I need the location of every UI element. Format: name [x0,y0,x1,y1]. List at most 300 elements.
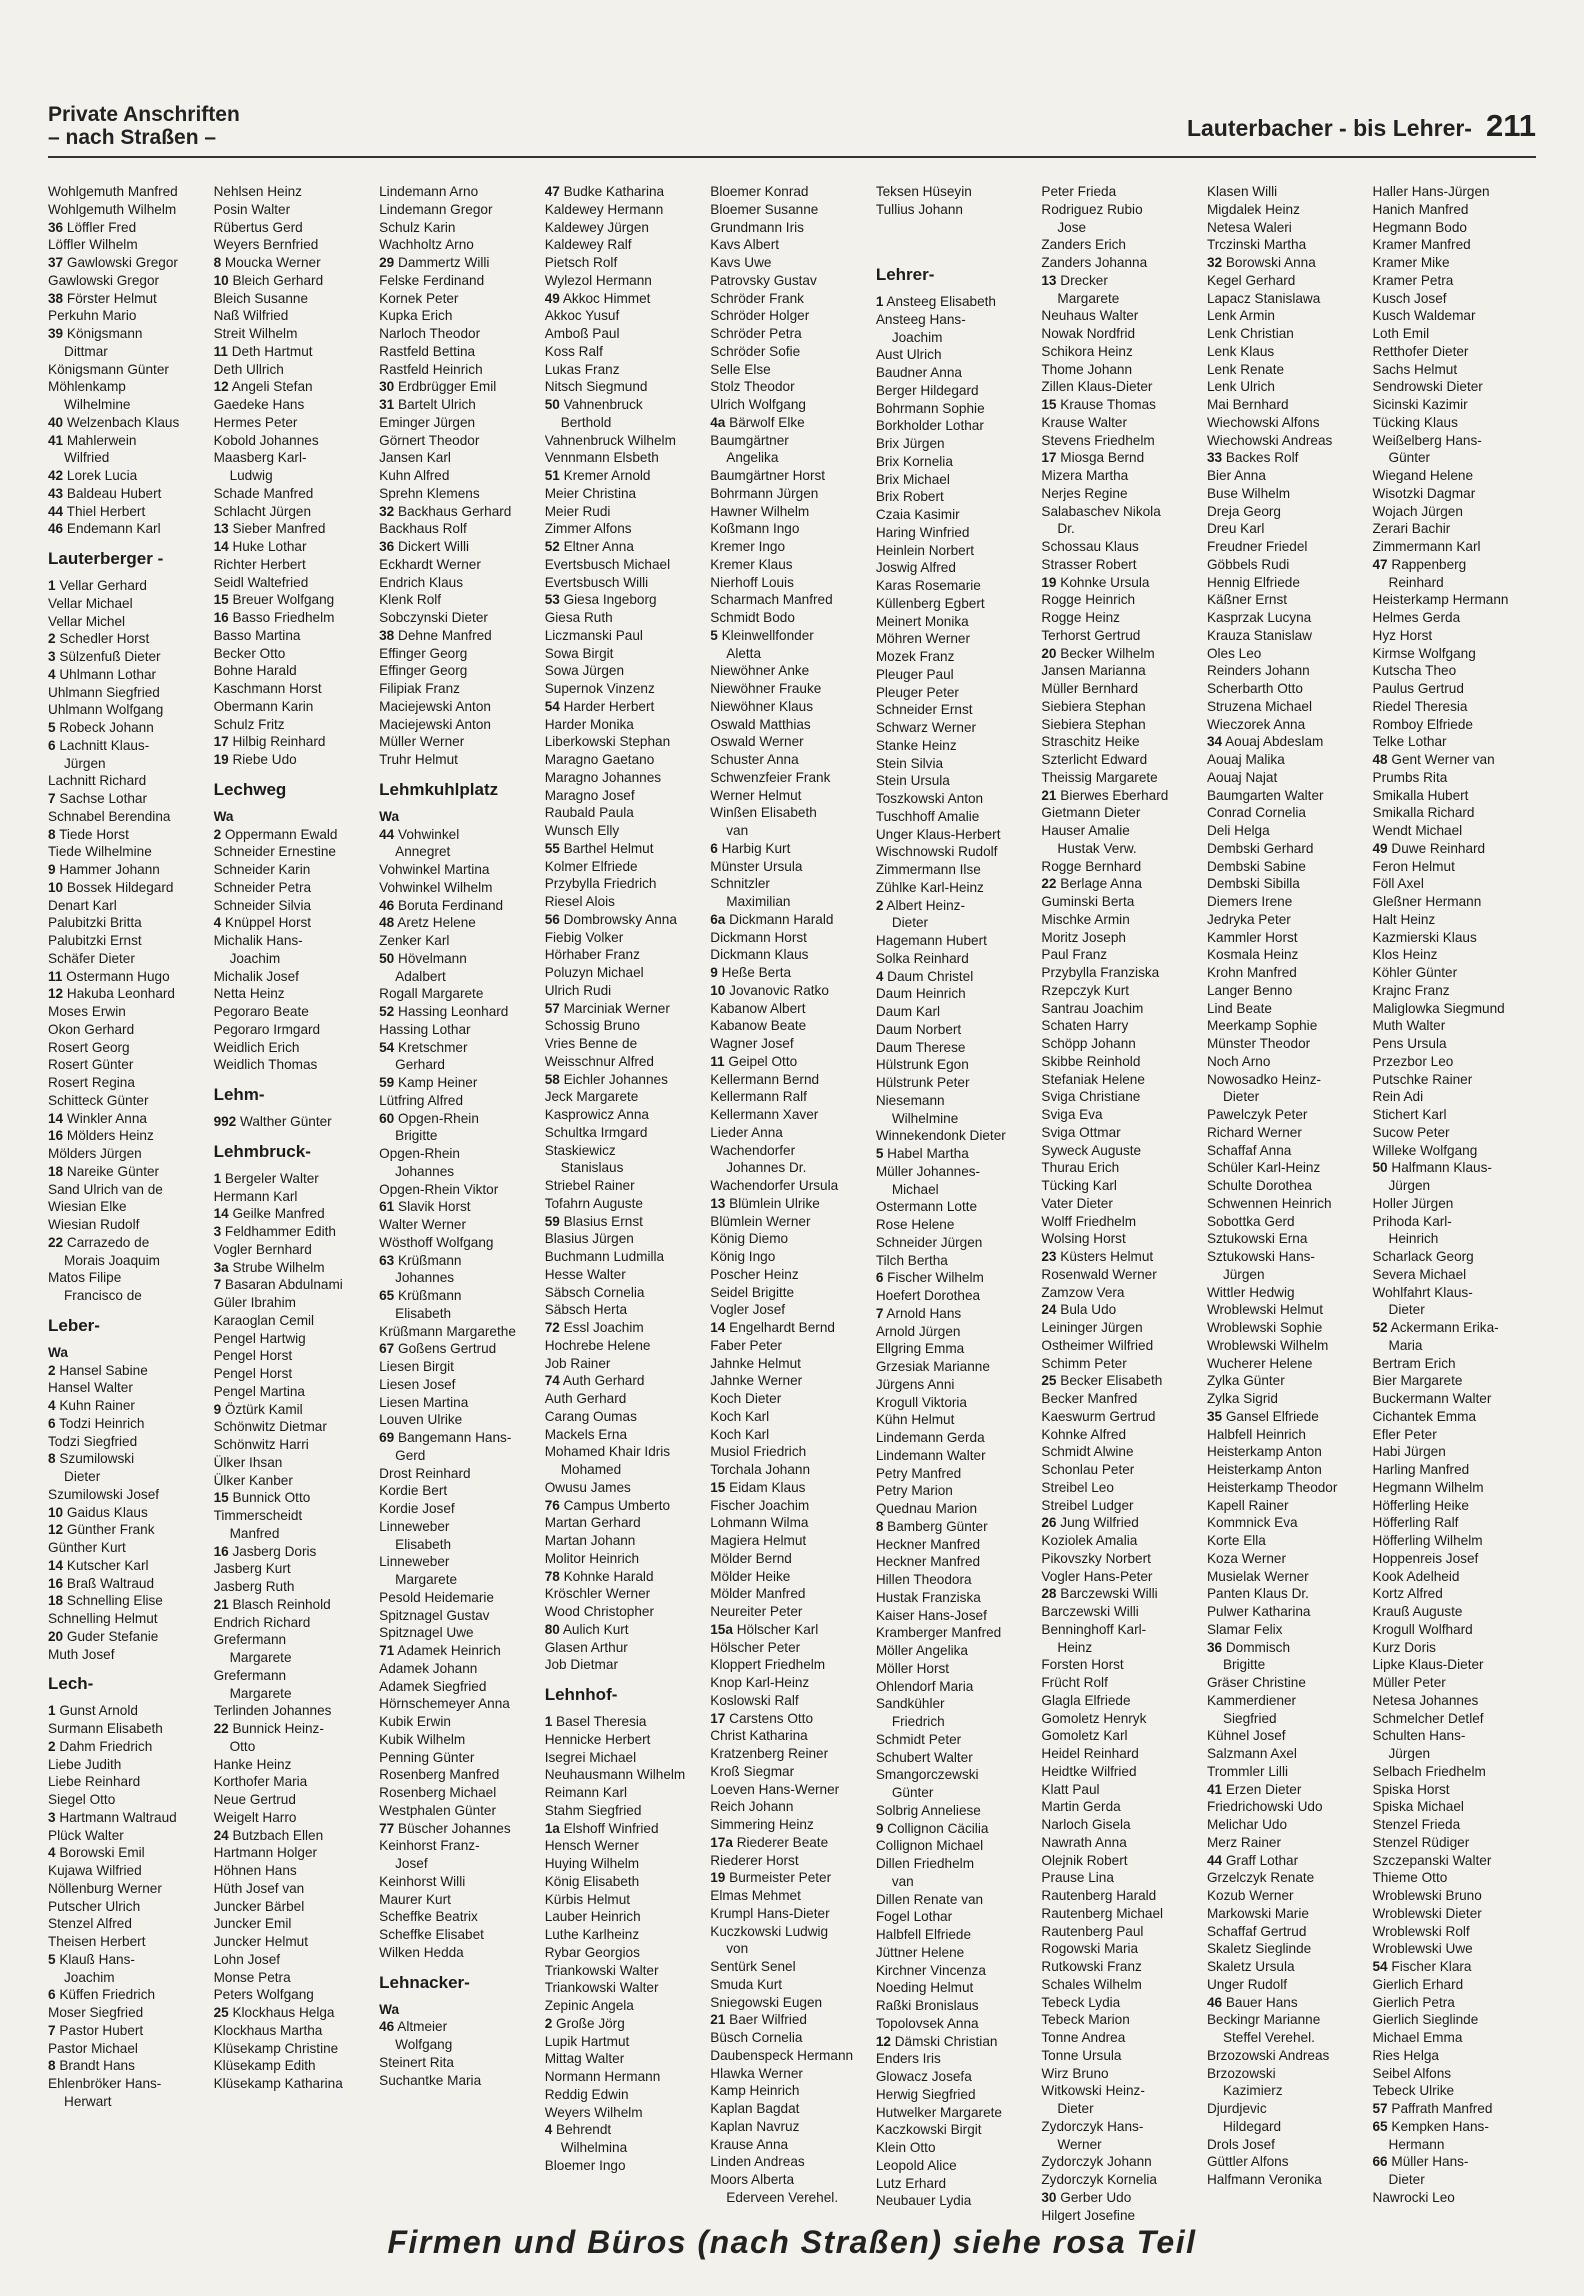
house-number: 43 [48,485,64,501]
resident-entry: Auth Gerhard [544,1391,627,1406]
resident-entry: Nowosadko Heinz- [1206,1071,1322,1087]
resident-entry: 54 Fischer Klara [1372,1959,1472,1974]
resident-entry: Rastfeld Heinrich [379,361,483,377]
resident-entry: 25 Klockhaus Helga [213,2005,335,2020]
resident-entry: Gräser Christine [1206,1675,1306,1690]
resident-entry: Ehlenbröker Hans- [48,2076,162,2091]
resident-entry: Poluzyn Michael [544,965,644,980]
resident-entry: Meinert Monika [875,613,969,629]
resident-entry: 12 Günther Frank [48,1522,155,1538]
house-number: 15 [213,1490,229,1506]
entry-continuation: Angelika [726,450,779,466]
house-number: 10 [48,1504,64,1520]
resident-entry: Maciejewski Anton [379,698,491,714]
resident-entry: Weißelberg Hans- [1372,432,1482,448]
house-number: 21 [710,2012,726,2028]
house-number: 4 [544,2122,553,2138]
resident-entry: 9 Heße Berta [710,965,792,980]
resident-entry: Stenzel Rüdiger [1372,1834,1470,1850]
resident-entry: Sachs Helmut [1372,361,1458,377]
resident-entry: 1 Ansteeg Elisabeth [875,294,996,309]
resident-entry: Lutz Erhard [875,2175,947,2191]
resident-entry: 4 Knüppel Horst [213,915,312,931]
resident-entry: 48 Aretz Helene [379,915,476,931]
resident-entry: 19 Kohnke Ursula [1041,574,1150,590]
resident-entry: Kubik Erwin [379,1714,451,1729]
resident-entry: 7 Arnold Hans [875,1305,962,1321]
resident-entry: 8 Brandt Hans [48,2058,135,2074]
entry-continuation: Johannes [395,1163,455,1179]
resident-entry: 16 Mölders Heinz [48,1128,154,1144]
resident-entry: Poscher Heinz [710,1266,799,1282]
header-left-line1: Private Anschriften [48,103,240,126]
resident-entry: 65 Krüßmann [379,1288,462,1303]
resident-entry: Reimann Karl [544,1785,628,1800]
resident-entry: Luthe Karlheinz [544,1927,640,1942]
resident-entry: Büsch Cornelia [710,2030,803,2045]
street-heading: Lech- [48,1674,94,1694]
resident-entry: 14 Engelhardt Bernd [710,1320,835,1335]
resident-entry: Przybylla Friedrich [544,876,657,892]
resident-entry: Klüsekamp Christine [213,2040,339,2056]
resident-entry: 80 Aulich Kurt [544,1621,629,1637]
resident-entry: Loth Emil [1372,326,1430,341]
resident-entry: Muth Walter [1372,1018,1446,1034]
resident-entry: Wolsing Horst [1041,1231,1126,1247]
resident-entry: Koch Karl [710,1426,770,1442]
resident-entry: Noeding Helmut [875,1980,974,1996]
resident-entry: Zerari Bachir [1372,521,1451,537]
resident-entry: Brix Michael [875,471,950,487]
resident-entry: Skaletz Ursula [1206,1959,1295,1974]
resident-entry: Jansen Karl [379,450,451,466]
resident-entry: Korthofer Maria [213,1774,308,1790]
resident-entry: Tiede Wilhelmine [48,844,152,860]
resident-entry: Rybar Georgios [544,1944,640,1960]
resident-entry: 44 Graff Lothar [1206,1852,1299,1868]
resident-entry: 22 Carrazedo de [48,1234,150,1250]
resident-entry: Krauß Auguste [1372,1604,1463,1619]
house-number: 41 [48,432,64,448]
resident-entry: Reddig Edwin [544,2086,629,2102]
resident-entry: 14 Kutscher Karl [48,1557,149,1573]
resident-entry: Gietmann Dieter [1041,805,1141,821]
resident-entry: Wroblewski Rolf [1372,1923,1470,1939]
resident-entry: Friedrichowski Udo [1206,1799,1323,1815]
resident-entry: Niesemann [875,1092,945,1108]
resident-entry: Gleßner Hermann [1372,894,1482,909]
resident-entry: Weigelt Harro [213,1809,297,1825]
house-number: 36 [379,539,395,554]
resident-entry: Spitznagel Gustav [379,1607,490,1623]
resident-entry: Plück Walter [48,1827,124,1843]
resident-entry: 4a Bärwolf Elke [710,414,805,430]
resident-entry: Severa Michael [1372,1266,1467,1282]
house-number: 50 [1372,1160,1388,1176]
resident-entry: Kaplan Bagdat [710,2101,800,2116]
resident-entry: Holler Jürgen [1372,1195,1454,1211]
house-number: 5 [48,720,56,735]
entry-continuation: Stanislaus [560,1160,624,1176]
resident-entry: Halt Heinz [1372,911,1436,927]
resident-entry: Sicinski Kazimir [1372,397,1468,412]
page-number: 211 [1485,108,1536,143]
resident-entry: Przybylla Franziska [1041,965,1160,980]
house-number: 29 [379,255,395,270]
resident-entry: Blasius Jürgen [544,1231,634,1247]
resident-entry: 3 Sülzenfuß Dieter [48,649,161,664]
house-number: 1a [544,1820,560,1836]
entry-continuation: Wilhelmine [64,397,131,412]
resident-entry: Höhnen Hans [213,1863,297,1878]
resident-entry: Olejnik Robert [1041,1852,1128,1868]
resident-entry: Theissig Margarete [1041,769,1158,785]
entry-continuation: Heinz [1057,1639,1093,1655]
resident-entry: Szterlicht Edward [1041,752,1148,767]
resident-entry: Simmering Heinz [710,1817,814,1832]
resident-entry: Moses Erwin [48,1004,126,1019]
resident-entry: Tofahrn Auguste [544,1195,643,1211]
resident-entry: Korte Ella [1206,1533,1266,1548]
resident-entry: Schneider Petra [213,879,312,895]
resident-entry: Ries Helga [1372,2047,1439,2063]
resident-entry: 31 Bartelt Ulrich [379,397,476,412]
house-number: 2 [48,1738,56,1754]
resident-entry: Tebeck Ulrike [1372,2083,1455,2099]
resident-entry: Hansel Walter [48,1380,133,1396]
column-2 [214,183,380,2203]
resident-entry: Kaczkowski Birgit [875,2122,982,2138]
house-number: 50 [379,950,395,966]
entry-continuation: Jürgen [1388,1746,1431,1761]
resident-entry: Dickmann Klaus [710,947,809,963]
house-number: 25 [213,2005,229,2020]
resident-entry: Netesa Johannes [1372,1692,1479,1708]
resident-entry: Kurz Doris [1372,1639,1436,1655]
resident-entry: Schwenzfeier Frank [710,769,831,785]
resident-entry: Michael Emma [1372,2030,1463,2045]
resident-entry: Weyers Wilhelm [544,2104,643,2120]
entry-continuation: Herwart [64,2093,112,2109]
resident-entry: Kellermann Ralf [710,1089,807,1105]
house-number: 44 [379,826,395,842]
resident-entry: Richter Herbert [213,556,306,572]
resident-entry: Kosmala Heinz [1206,947,1299,963]
resident-entry: Smikalla Richard [1372,805,1475,821]
house-number: 30 [379,379,395,395]
resident-entry: Juncker Helmut [213,1934,308,1949]
column-8 [1207,183,1373,2203]
house-number: 52 [379,1004,395,1019]
resident-entry: Rosert Regina [48,1075,135,1090]
resident-entry: 6 Harbig Kurt [710,840,791,856]
house-number: 65 [379,1288,395,1303]
entry-continuation: Elisabeth [395,1536,452,1552]
entry-continuation: Margarete [395,1572,458,1587]
resident-entry: Freudner Friedel [1206,539,1308,554]
resident-entry: Beckingr Marianne [1206,2012,1321,2028]
resident-entry: Kutscha Theo [1372,663,1457,679]
resident-entry: Nehlsen Heinz [213,184,302,199]
resident-entry: Heisterkamp Anton [1206,1444,1322,1460]
resident-entry: Raßki Bronislaus [875,1998,979,2013]
resident-entry: Klüsekamp Edith [213,2058,316,2074]
resident-entry: Wolff Friedhelm [1041,1213,1137,1229]
resident-entry: 2 Dahm Friedrich [48,1738,153,1754]
resident-entry: Wroblewski Bruno [1372,1888,1482,1903]
resident-entry: Schulz Fritz [213,716,285,732]
house-number: 19 [710,1870,726,1886]
resident-entry: Rosert Günter [48,1057,134,1073]
resident-entry: Seibel Alfons [1372,2065,1452,2081]
resident-entry: 11 Deth Hartmut [213,343,313,359]
resident-entry: Dembski Gerhard [1206,840,1314,856]
resident-entry: 3 Feldhammer Edith [213,1224,336,1239]
resident-entry: Sviga Eva [1041,1107,1103,1122]
column-9 [1373,183,1539,2203]
entry-continuation: Adalbert [395,968,446,984]
resident-entry: Daum Norbert [875,1021,962,1037]
resident-entry: Ellgring Emma [875,1341,965,1357]
house-number: 50 [544,397,560,412]
resident-entry: Schlacht Jürgen [213,503,312,519]
resident-entry: Sobottka Gerd [1206,1213,1295,1229]
house-number: 17 [213,734,229,750]
resident-entry: Strasser Robert [1041,556,1137,572]
resident-entry: Hoppenreis Josef [1372,1550,1479,1566]
resident-entry: Daum Karl [875,1004,941,1019]
header-rule [48,156,1536,158]
entry-continuation: Dr. [1057,521,1075,537]
house-number: 14 [710,1320,726,1335]
resident-entry: Sendrowski Dieter [1372,379,1483,395]
resident-entry: Giesa Ruth [544,610,613,625]
resident-entry: Markowski Marie [1206,1905,1309,1921]
resident-entry: Patrovsky Gustav [710,272,817,288]
resident-entry: Müller Bernhard [1041,681,1139,696]
resident-entry: Niewöhner Anke [710,663,810,679]
resident-entry: 72 Essl Joachim [544,1320,644,1335]
resident-entry: 67 Goßens Gertrud [379,1341,497,1357]
resident-entry: Penning Günter [379,1749,475,1765]
resident-entry: Krumpl Hans-Dieter [710,1905,830,1921]
resident-entry: 15 Breuer Wolfgang [213,592,335,608]
resident-entry: Hassing Lothar [379,1021,471,1037]
resident-entry: Hyz Horst [1372,627,1433,643]
resident-entry: Tonne Ursula [1041,2047,1122,2063]
resident-entry: Opgen-Rhein Viktor [379,1181,499,1197]
resident-entry: 13 Drecker [1041,272,1108,288]
resident-entry: Wohlgemuth Manfred [48,184,178,199]
resident-entry: Arnold Jürgen [875,1323,961,1339]
house-number: 22 [213,1721,229,1736]
resident-entry: 6 Fischer Wilhelm [875,1270,984,1286]
house-number: 57 [544,1000,560,1016]
resident-entry: Schwarz Werner [875,720,977,735]
resident-entry: Pleuger Paul [875,666,954,682]
resident-entry: Trommler Lilli [1206,1763,1288,1779]
resident-entry: Sviga Christiane [1041,1089,1141,1105]
resident-entry: Terlinden Johannes [213,1703,332,1719]
resident-entry: Monse Petra [213,1969,291,1985]
resident-entry: Salzmann Axel [1206,1746,1297,1761]
resident-entry: 4 Behrendt [544,2122,612,2138]
resident-entry: Job Dietmar [544,1657,618,1673]
resident-entry: Spiska Michael [1372,1799,1464,1815]
resident-entry: Liebe Judith [48,1756,122,1772]
resident-entry: Slamar Felix [1206,1621,1283,1637]
house-number: 56 [544,911,560,927]
resident-entry: 2 Große Jörg [544,2015,625,2031]
resident-entry: Riesel Alois [544,894,615,909]
resident-entry: 23 Küsters Helmut [1041,1249,1154,1264]
resident-entry: Palubitzki Ernst [48,933,142,948]
resident-entry: 3a Strube Wilhelm [213,1259,325,1275]
resident-entry: Zylka Sigrid [1206,1391,1278,1406]
house-number: 19 [213,752,229,767]
resident-entry: Schubert Walter [875,1749,973,1765]
resident-entry: Nöllenburg Werner [48,1880,162,1896]
resident-entry: Terhorst Gertrud [1041,627,1141,643]
house-number: 14 [48,1557,64,1573]
resident-entry: Lupik Hartmut [544,2033,630,2049]
resident-entry: Föll Axel [1372,876,1424,892]
resident-entry: Frücht Rolf [1041,1675,1108,1690]
house-number: 5 [710,627,718,643]
resident-entry: 40 Welzenbach Klaus [48,414,180,430]
resident-entry: Stefaniak Helene [1041,1071,1145,1087]
resident-entry: 2 Schedler Horst [48,631,150,647]
resident-entry: Reich Johann [710,1799,794,1815]
resident-entry: 28 Barczewski Willi [1041,1586,1158,1602]
house-number: 44 [1206,1852,1223,1868]
resident-entry: Stichert Karl [1372,1107,1447,1122]
house-number: 11 [213,343,228,359]
resident-entry: 14 Winkler Anna [48,1110,147,1126]
resident-entry: Streit Wilhelm [213,326,298,341]
resident-entry: Toszkowski Anton [875,791,984,806]
entry-continuation: Friedrich [891,1714,945,1729]
resident-entry: Liberkowski Stephan [544,734,671,750]
resident-entry: Triankowski Walter [544,1980,659,1996]
resident-entry: Lenk Renate [1206,361,1285,377]
resident-entry: 11 Geipel Otto [710,1053,798,1069]
resident-entry [876,236,1038,254]
resident-entry: Lind Beate [1206,1000,1272,1016]
resident-entry: Kasprzak Lucyna [1206,610,1312,625]
resident-entry: Todzi Siegfried [48,1433,138,1449]
resident-entry: Kaldewey Ralf [544,237,632,253]
house-number: 9 [48,862,56,877]
house-number: 3 [213,1224,222,1239]
resident-entry: Skaletz Sieglinde [1206,1941,1312,1957]
resident-entry: Putscher Ulrich [48,1898,141,1914]
resident-entry: Pengel Martina [213,1383,305,1399]
resident-entry: Peters Wolfgang [213,1987,314,2003]
resident-entry: Pawelczyk Peter [1206,1107,1308,1122]
resident-entry: Vohwinkel Martina [379,862,490,877]
house-number: 12 [213,379,229,395]
resident-entry: Tonne Andrea [1041,2030,1126,2045]
footer-note: Firmen und Büros (nach Straßen) siehe rosa Teil [387,2224,1197,2260]
resident-entry: Niewöhner Klaus [710,698,814,714]
entry-continuation: Jürgen [1388,1178,1431,1193]
resident-entry: Scharlack Georg [1372,1249,1474,1264]
resident-entry: Witkowski Heinz- [1041,2083,1145,2099]
resident-entry: Barczewski Willi [1041,1604,1139,1619]
resident-entry: Kapell Rainer [1206,1497,1289,1513]
resident-entry: Kavs Albert [710,237,780,253]
resident-entry: Krajnc Franz [1372,982,1450,998]
resident-entry: Hörhaber Franz [544,947,640,963]
resident-entry: 12 Dämski Christian [875,2033,998,2049]
resident-entry: Endrich Richard [213,1614,311,1630]
resident-entry: Zamzow Vera [1041,1284,1125,1300]
resident-entry: Sucow Peter [1372,1124,1450,1140]
resident-entry: 63 Krüßmann [379,1252,462,1268]
resident-entry: Jansen Marianna [1041,663,1146,679]
resident-entry: 18 Nareike Günter [48,1163,160,1179]
resident-entry: Harder Monika [544,716,634,732]
resident-entry: Möhlenkamp [48,379,126,395]
resident-entry: 69 Bangemann Hans- [379,1430,512,1445]
resident-entry: Leininger Jürgen [1041,1320,1143,1335]
resident-entry: Königsmann Günter [48,361,169,377]
house-number: 1 [48,1703,56,1719]
resident-entry: Wachendorfer [710,1142,796,1158]
resident-entry: 49 Akkoc Himmet [544,290,651,306]
resident-entry: 8 Bamberg Günter [875,1518,988,1534]
house-number: 6a [710,911,726,927]
resident-entry: Job Rainer [544,1355,611,1371]
resident-entry: Bohne Harald [213,663,297,679]
resident-entry: Schaffaf Gertrud [1206,1923,1307,1939]
resident-entry: Owusu James [544,1479,631,1495]
house-number: 21 [213,1596,229,1612]
resident-entry: Lindemann Arno [379,184,479,199]
resident-entry: 37 Gawlowski Gregor [48,255,178,270]
resident-entry: Martin Gerda [1041,1799,1121,1815]
resident-entry: 19 Burmeister Peter [710,1870,832,1886]
resident-entry: Käßner Ernst [1206,592,1288,608]
resident-entry: 24 Bula Udo [1041,1302,1117,1318]
entry-continuation: Elisabeth [395,1305,452,1321]
resident-entry: Kramer Mike [1372,255,1450,270]
resident-entry: Kaeswurm Gertrud [1041,1408,1156,1424]
house-number: 6 [710,840,718,856]
resident-entry: 52 Eltner Anna [544,539,634,554]
resident-entry: 57 Marciniak Werner [544,1000,670,1016]
resident-entry: 15 Bunnick Otto [213,1490,311,1506]
resident-entry: Sand Ulrich van de [48,1181,163,1197]
resident-entry: Rogge Bernhard [1041,858,1142,874]
entry-continuation: Annegret [395,844,451,860]
resident-entry: Hensch Werner [544,1838,639,1854]
resident-entry: Kordie Bert [379,1483,448,1499]
resident-entry: 50 Hövelmann [379,950,467,966]
resident-entry: 1 Gunst Arnold [48,1703,138,1719]
resident-entry: Dillen Renate van [875,1891,984,1907]
resident-entry: Sztukowski Hans- [1206,1249,1315,1264]
house-number: 59 [544,1213,560,1229]
resident-entry: Zillen Klaus-Dieter [1041,379,1153,395]
house-number: 17 [1041,450,1057,466]
resident-entry: Kobold Johannes [213,432,319,448]
resident-entry: Mackels Erna [544,1426,628,1442]
resident-entry: Fiebig Volker [544,929,624,945]
resident-entry: Buse Wilhelm [1206,485,1291,501]
resident-entry: Vogler Hans-Peter [1041,1568,1153,1584]
